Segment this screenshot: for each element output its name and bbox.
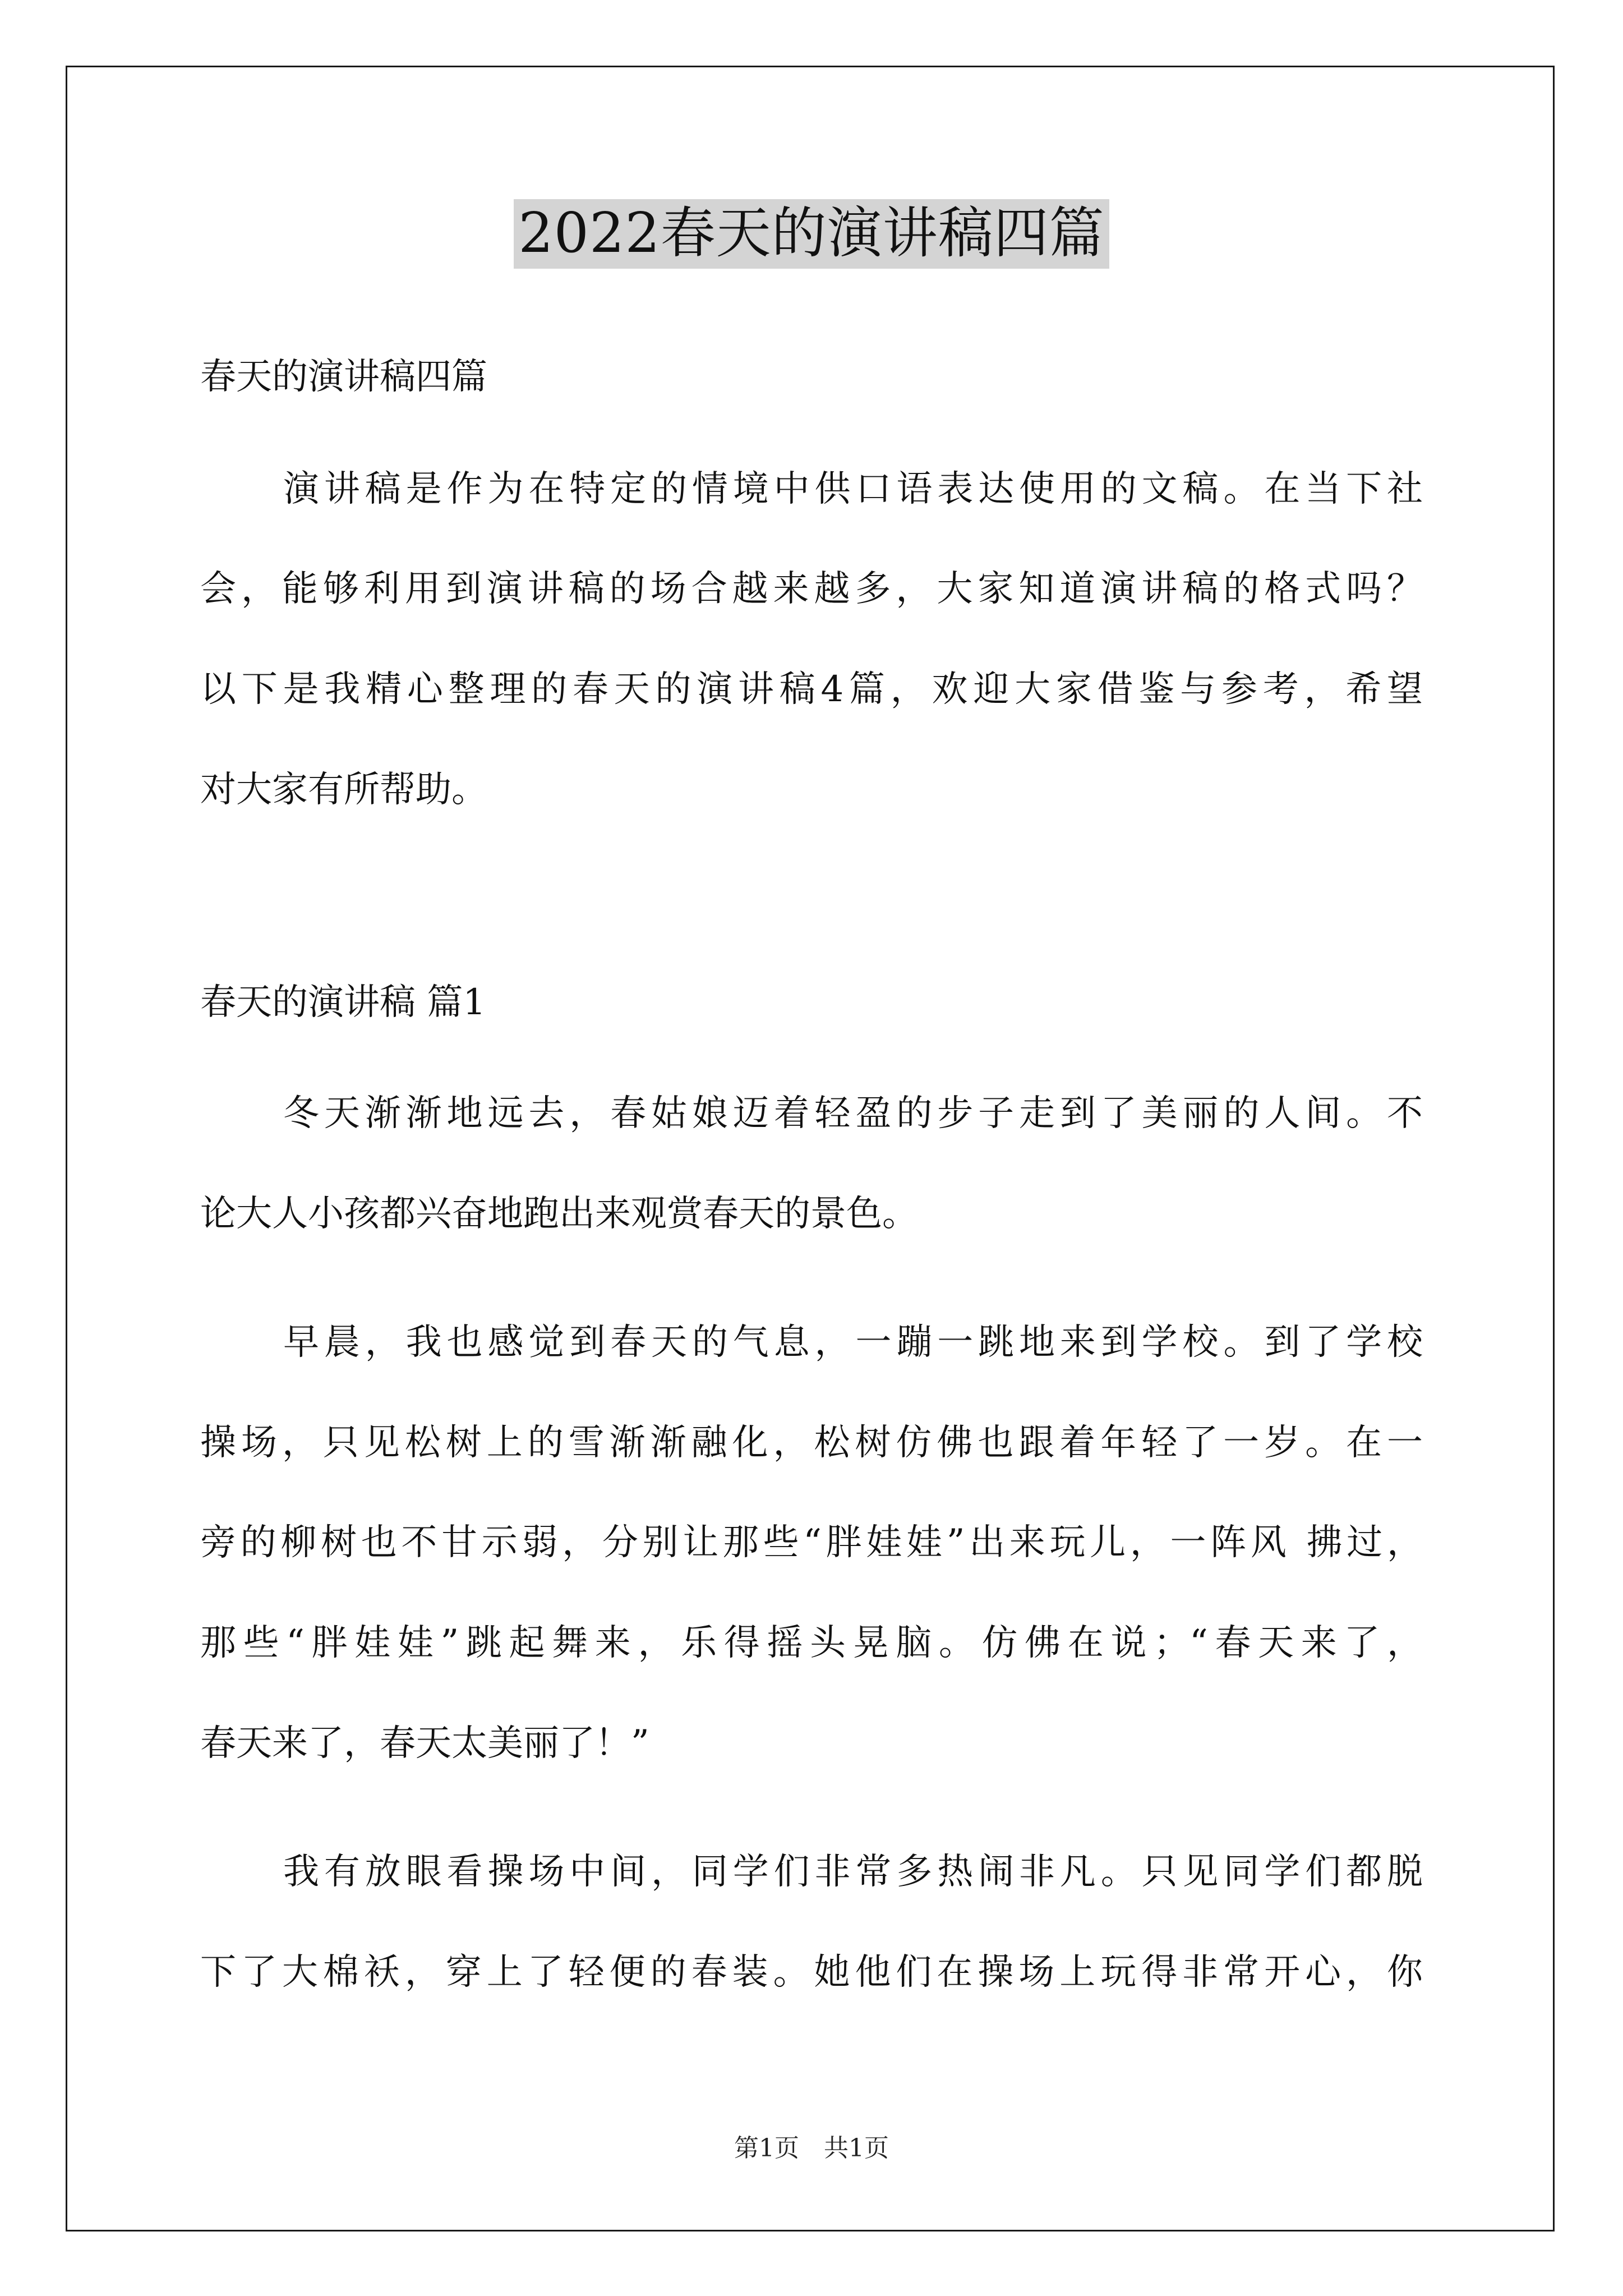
paragraph-line: 我有放眼看操场中间，同学们非常多热闹非凡。只见同学们都脱 <box>283 1851 1423 1893</box>
document-title: 2022春天的演讲稿四篇 <box>514 199 1109 269</box>
paragraph-line: 春天来了，春天太美丽了！” <box>200 1723 649 1764</box>
paragraph-line: 对大家有所帮助。 <box>200 769 487 811</box>
page-footer: 第1页 共1页 <box>734 2134 889 2162</box>
paragraph-line: 下了大棉袄，穿上了轻便的春装。她他们在操场上玩得非常开心，你 <box>200 1952 1423 1993</box>
paragraph-line: 论大人小孩都兴奋地跑出来观赏春天的景色。 <box>200 1193 918 1235</box>
paragraph-line: 那些“胖娃娃”跳起舞来，乐得摇头晃脑。仿佛在说；“春天来了， <box>200 1622 1423 1664</box>
document-body <box>200 0 1423 2296</box>
paragraph-line: 旁的柳树也不甘示弱，分别让那些“胖娃娃”出来玩儿，一阵风 拂过， <box>200 1522 1423 1563</box>
paragraph-line: 会，能够利用到演讲稿的场合越来越多，大家知道演讲稿的格式吗？ <box>200 568 1423 610</box>
section-heading: 春天的演讲稿 篇1 <box>200 982 486 1023</box>
subtitle-line: 春天的演讲稿四篇 <box>200 356 487 398</box>
paragraph-line: 操场，只见松树上的雪渐渐融化，松树仿佛也跟着年轻了一岁。在一 <box>200 1422 1423 1464</box>
paragraph-line: 以下是我精心整理的春天的演讲稿4篇，欢迎大家借鉴与参考，希望 <box>200 669 1423 710</box>
paragraph-line: 冬天渐渐地远去，春姑娘迈着轻盈的步子走到了美丽的人间。不 <box>283 1093 1423 1134</box>
paragraph-line: 早晨，我也感觉到春天的气息，一蹦一跳地来到学校。到了学校 <box>283 1322 1423 1363</box>
paragraph-line: 演讲稿是作为在特定的情境中供口语表达使用的文稿。在当下社 <box>283 468 1423 510</box>
